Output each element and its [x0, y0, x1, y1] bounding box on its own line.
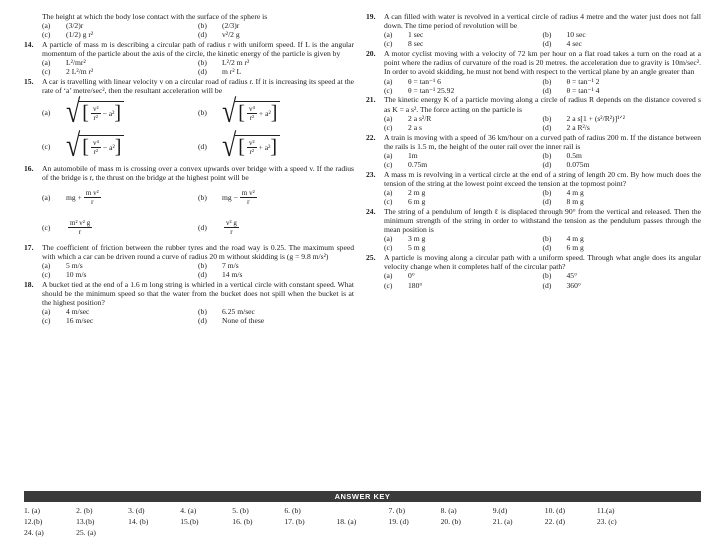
question-number: 20.: [366, 49, 376, 59]
option-a: (a) L²/mr²: [42, 58, 86, 68]
question-number: 24.: [366, 206, 376, 216]
question-text: 18. A bucket tied at the end of a 1.6 m long string is whirled in a vertical circle with constant speed. What should be the minimum speed so that the water from the bucket does not spill when the bucket is at the highest position?: [24, 279, 354, 308]
question-options: [366, 188, 701, 206]
question-number: 19.: [366, 12, 376, 21]
answer-item: 12.(b): [24, 517, 43, 526]
option-a: (a) (3/2)r: [42, 21, 84, 31]
question-number: 23.: [366, 169, 376, 179]
question-options: [366, 271, 701, 289]
answer-item: 25. (a): [76, 528, 96, 537]
answer-item: 24. (a): [24, 528, 44, 537]
answer-item: 17. (b): [284, 517, 305, 526]
question-options: [366, 77, 701, 95]
option-a: (a) 1 sec: [384, 30, 424, 40]
option-b: (b) 6.25 m/sec: [198, 307, 255, 317]
answer-item: 9.(d): [492, 506, 508, 515]
question-text: 25. A particle is moving along a circular path with a uniform speed. Through what angle does its angular velocity change when it completes half of the circular path?: [366, 253, 701, 272]
option-b: (b) 4 m g: [542, 234, 584, 244]
answer-key-grid: [24, 506, 701, 538]
question-options: [24, 261, 354, 279]
left-column: [24, 12, 354, 326]
option-a: (a) √ [ $\frac{\text{v²}}{\text{r²}}$ − a² ]: [42, 95, 198, 129]
question-options: [24, 182, 354, 242]
question-text: 17. The coefficient of friction between the rubber tyres and the road way is 0.25. The maximum speed with which a car can be driven round a curve of radius 20 m without skidding is (g = 9.8 m/s²): [24, 242, 354, 261]
option-b: (b) 0.5m: [542, 150, 582, 160]
question-options: [366, 151, 701, 169]
answer-item: 6. (b): [284, 506, 301, 515]
answer-item: 16. (b): [232, 517, 253, 526]
option-d: (d) v²/2 g: [198, 30, 240, 40]
answer-key-title: ANSWER KEY: [24, 491, 701, 502]
answer-item: 7. (b): [388, 506, 405, 515]
answer-item: [649, 506, 701, 516]
question-number: 14.: [24, 39, 34, 49]
option-d: (d) √ [ $\frac{\text{v²}}{\text{r²}}$ + a² ]: [198, 129, 354, 163]
answer-item: 22. (d): [544, 517, 566, 526]
option-b: (b) 4 m g: [542, 187, 584, 197]
option-d: (d) 0.075m: [542, 160, 590, 169]
option-c: (c) $\frac{\text{m² v² g}}{r}$: [42, 218, 91, 236]
question-16: [24, 164, 354, 242]
right-column: [366, 12, 701, 290]
question-options: [24, 307, 354, 325]
question-text: 14. A particle of mass m is describing a circular path of radius r with uniform speed. If L is the angular momentum of the particle about the axis of the circle, the kinetic energy of the particle is given by: [24, 39, 354, 59]
answer-item: 23. (c): [596, 517, 617, 526]
question-number: 15.: [24, 77, 34, 87]
option-d: (d) 2 a R²/s: [542, 122, 590, 132]
question-number: 16.: [24, 163, 34, 173]
question-number: 18.: [24, 279, 34, 289]
answer-item: 14. (b): [128, 517, 149, 526]
option-c: (c) 5 m g: [384, 243, 426, 253]
question-number: 22.: [366, 132, 376, 142]
option-a: (a) 0°: [384, 271, 415, 281]
option-d: (d) 6 m g: [542, 243, 584, 253]
answer-item: 11.(a): [596, 506, 615, 515]
option-a: (a) 1m: [384, 150, 418, 160]
option-b: (b) L²/2 m r²: [198, 58, 250, 68]
option-d: (d) θ = tan⁻¹ 4: [542, 85, 600, 95]
answer-item: [336, 506, 388, 516]
option-b: (b) (2/3)r: [198, 21, 240, 31]
option-d: (d) 4 sec: [542, 39, 582, 49]
option-d: (d) 14 m/s: [198, 270, 243, 280]
question-options: [24, 95, 354, 163]
question-23: [366, 170, 701, 207]
answer-item: 1. (a): [24, 506, 41, 515]
answer-item: 4. (a): [180, 506, 197, 515]
option-a: (a) 5 m/s: [42, 261, 83, 271]
question-text: 19. A can filled with water is revolved in a vertical circle of radius 4 metre and the water just does not fall down. The time period of revolution will be: [366, 12, 701, 31]
question-options: [24, 21, 354, 39]
option-c: (c) √ [ $\frac{\text{v⁴}}{\text{r²}}$ − a² ]: [42, 129, 198, 163]
answer-item: 5. (b): [232, 506, 249, 515]
option-c: (c) 8 sec: [384, 39, 424, 49]
question-13: [24, 12, 354, 39]
answer-item: [649, 517, 701, 527]
answer-item: 18. (a): [336, 517, 357, 526]
option-c: (c) 6 m g: [384, 197, 426, 207]
question-19: [366, 12, 701, 49]
option-a: (a) 2 a s²/R: [384, 113, 432, 123]
question-14: [24, 40, 354, 77]
question-text: 20. A motor cyclist moving with a velocity of 72 km per hour on a flat road takes a turn on the road at a point where the radius of curvature of the road is 20 metres. the acceleration due to gravity is 10m/sec². In order to avoid skidding, he must not bend with respect to the vertical plane by an angle greater than: [366, 49, 701, 77]
question-options: [366, 30, 701, 48]
option-b: (b) √ [ $\frac{\text{v⁴}}{\text{r²}}$ + a² ]: [198, 95, 354, 129]
option-a: (a) 2 m g: [384, 187, 426, 197]
question-number: 17.: [24, 242, 34, 252]
answer-item: 3. (d): [128, 506, 145, 515]
option-b: (b) mg − $\frac{\text{m v²}}{r}$: [198, 188, 255, 206]
option-d: (d) 8 m g: [542, 197, 584, 207]
question-options: [366, 114, 701, 132]
answer-item: 10. (d): [544, 506, 566, 515]
question-18: [24, 280, 354, 326]
option-d: (d) m r² L: [198, 67, 242, 77]
question-number: 21.: [366, 95, 376, 105]
question-22: [366, 133, 701, 170]
question-number: 25.: [366, 253, 376, 263]
question-24: [366, 207, 701, 253]
question-15: [24, 77, 354, 163]
option-c: (c) θ = tan⁻¹ 25.92: [384, 85, 455, 95]
question-text: 22. A train is moving with a speed of 36 km/hour on a curved path of radius 200 m. If the distance between the rails is 1.5 m, the height of the outer rail over the inner rail is: [366, 132, 701, 151]
answer-item: 15.(b): [180, 517, 199, 526]
option-d: (d) None of these: [198, 316, 265, 326]
question-25: [366, 253, 701, 290]
option-b: (b) 7 m/s: [198, 261, 239, 271]
question-17: [24, 243, 354, 280]
answer-item: 20. (b): [440, 517, 461, 526]
question-21: [366, 95, 701, 132]
option-c: (c) 0.75m: [384, 160, 428, 169]
option-d: (d) 360°: [542, 280, 581, 290]
answer-item: 21. (a): [492, 517, 513, 526]
option-a: (a) 3 m g: [384, 234, 426, 244]
option-b: (b) 45°: [542, 271, 578, 281]
question-text: 15. A car is travelling with linear velocity v on a circular road of radius r. If it is increasing its speed at the rate of ‘a’ metre/sec², then the resultant acceleration will be: [24, 77, 354, 96]
option-c: (c) 2 a s: [384, 122, 422, 132]
option-b: (b) θ = tan⁻¹ 2: [542, 76, 600, 86]
option-b: (b) 10 sec: [542, 30, 586, 40]
answer-item: 19. (d): [388, 517, 409, 526]
option-b: (b) 2 a s[1 + (s²/R²)]¹ᐟ²: [542, 113, 625, 123]
question-text: 23. A mass m is revolving in a vertical circle at the end of a string of length 20 cm. By how much does the tension of the string at the lowest point exceed the tension at the topmost point?: [366, 169, 701, 188]
option-a: (a) mg + $\frac{\text{m v²}}{r}$: [42, 188, 99, 206]
option-c: (c) 2 L²/m r²: [42, 67, 94, 77]
question-20: [366, 49, 701, 95]
question-options: [24, 58, 354, 76]
option-a: (a) 4 m/sec: [42, 307, 90, 317]
question-text: 16. An automobile of mass m is crossing over a convex upwards over bridge with a speed v. If the radius of the bridge is r, the thrust on the bridge at the highest point will be: [24, 163, 354, 183]
option-a: (a) θ = tan⁻¹ 6: [384, 76, 441, 86]
option-c: (c) 180°: [384, 280, 423, 290]
answer-item: 2. (b): [76, 506, 93, 515]
answer-item: 8. (a): [440, 506, 457, 515]
question-text: 24. The string of a pendulum of length ℓ is displaced through 90° from the vertical and released. Then the minimum strength of the string in order to withstand the tension as the pendulum passes through the mean position is: [366, 206, 701, 235]
option-c: (c) 16 m/sec: [42, 316, 94, 326]
question-text: The height at which the body lose contact with the surface of the sphere is: [42, 12, 268, 21]
question-options: [366, 234, 701, 252]
option-c: (c) 10 m/s: [42, 270, 87, 280]
option-c: (c) (1/2) g r²: [42, 30, 94, 40]
question-text: 21. The kinetic energy K of a particle moving along a circle of radius R depends on the distance covered s as K = a s². The force acting on the particle is: [366, 95, 701, 114]
option-d: (d) $\frac{\text{v² g}}{r}$: [198, 218, 237, 236]
answer-item: 13.(b): [76, 517, 95, 526]
